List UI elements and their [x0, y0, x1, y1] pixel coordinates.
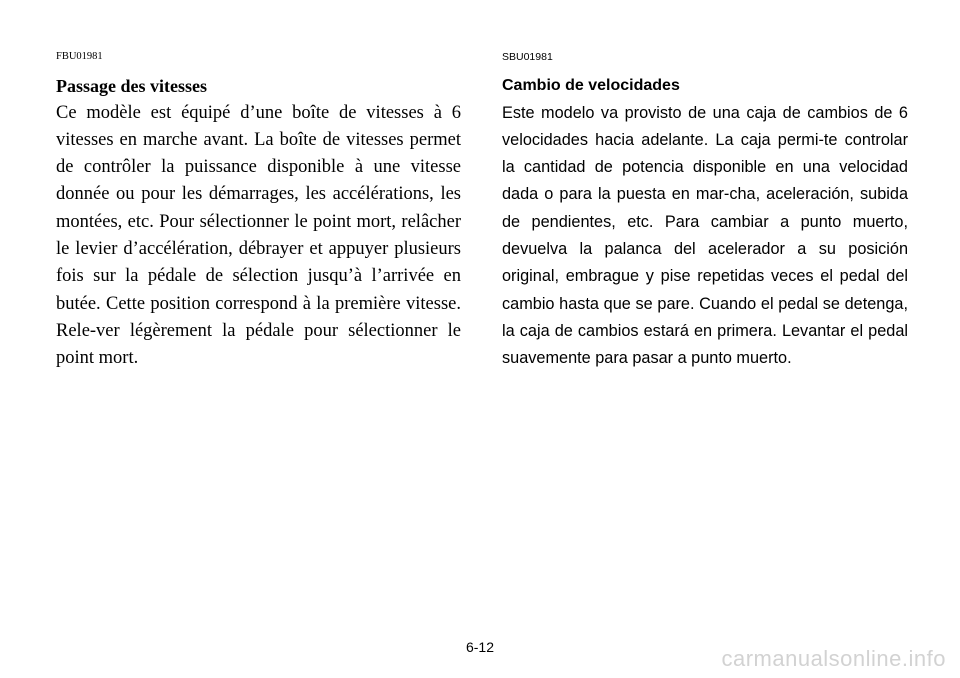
section-body: Ce modèle est équipé d’une boîte de vitesses à 6 vitesses en marche avant. La boîte de vitesses permet de contrôler la puissance disponible à une vitesse donnée ou pour les démarrages, les accélérations, les montées, etc. Pour sélectionner le point mort, relâcher le levier d’accélération, débrayer et appuyer plusieurs fois sur la pédale de sélection jusqu’à l’arrivée en butée. Cette position correspond à la première vitesse. Rele-ver légèrement la pédale pour sélectionner le point mort.	[56, 102, 461, 369]
section-heading: Cambio de velocidades	[502, 76, 680, 94]
french-section	[56, 52, 461, 372]
section-heading: Passage des vitesses	[56, 75, 207, 96]
page-number: 6-12	[465, 639, 495, 655]
section-code: FBU01981	[56, 51, 103, 62]
watermark: carmanualsonline.info	[721, 646, 946, 671]
spanish-section	[502, 52, 908, 372]
section-body: Este modelo va provisto de una caja de cambios de 6 velocidades hacia adelante. La caja permi-te controlar la cantidad de potencia disponible en una velocidad dada o para la puesta en mar-cha, aceleración, subida de pendientes, etc. Para cambiar a punto muerto, devuelva la palanca del acelerador a su posición original, embrague y pise repetidas veces el pedal del cambio hasta que se pare. Cuando el pedal se detenga, la caja de cambios estará en primera. Levantar el pedal suavemente para pasar a punto muerto.	[502, 103, 908, 368]
section-code: SBU01981	[502, 51, 553, 63]
